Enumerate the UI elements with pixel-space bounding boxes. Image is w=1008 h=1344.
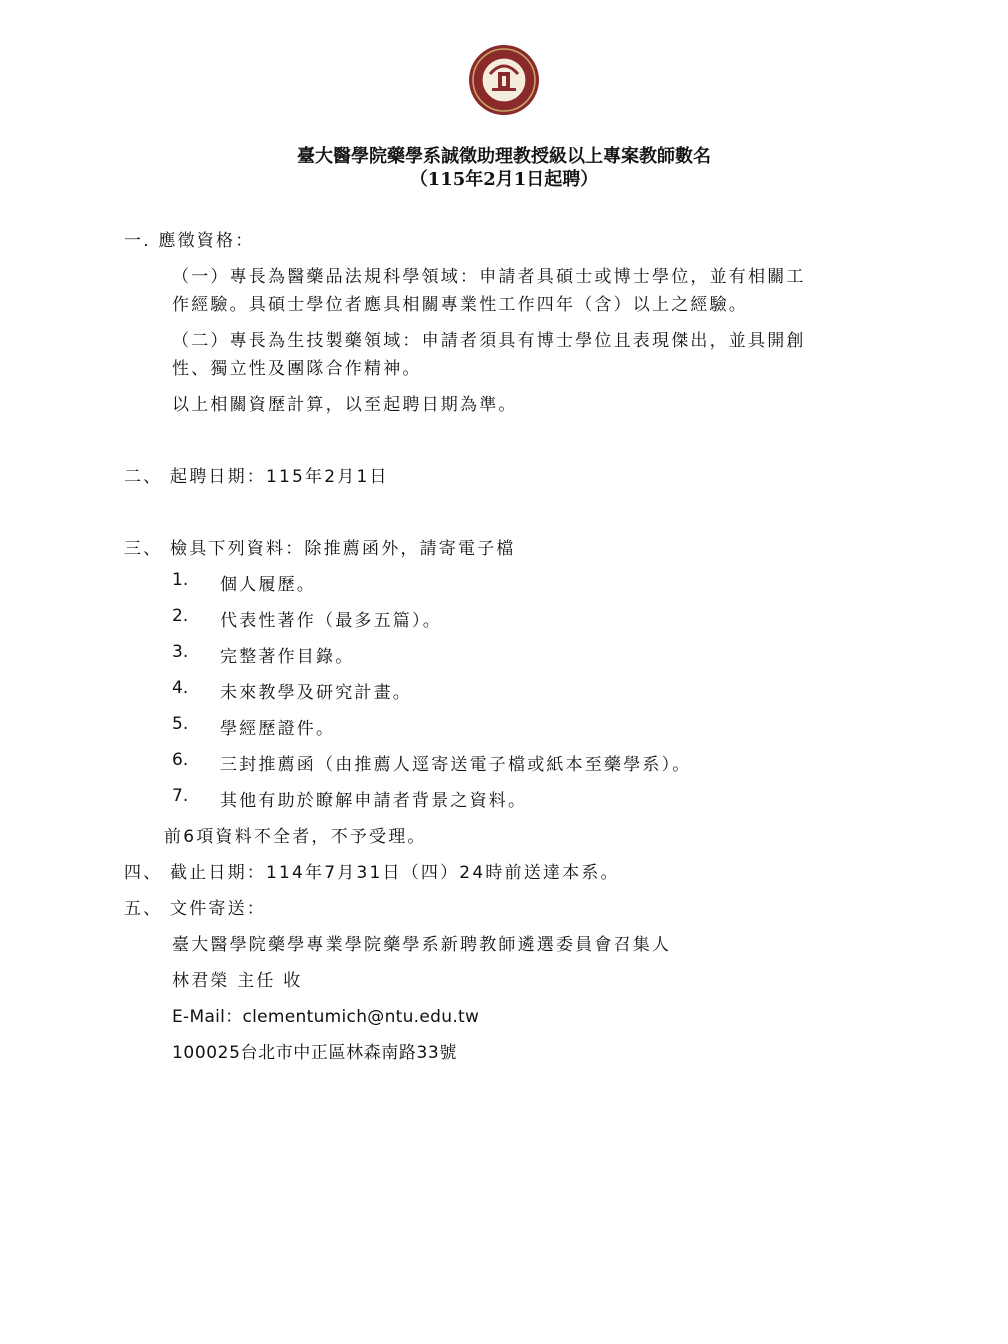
contact-email: E-Mail：clementumich@ntu.edu.tw (172, 1007, 480, 1027)
list-item-number: 2. (172, 606, 189, 626)
documents-note: 前6項資料不全者，不予受理。 (164, 827, 427, 847)
list-item-number: 3. (172, 642, 189, 662)
recipient-name: 林君榮 主任 收 (172, 971, 303, 991)
list-item: 完整著作目錄。 (220, 647, 355, 667)
qualification-1-line-2: 作經驗。具碩士學位者應具相關專業性工作四年（含）以上之經驗。 (172, 295, 748, 315)
section-1-heading: 一. 應徵資格： (124, 231, 255, 251)
page-title: 臺大醫學院藥學系誠徵助理教授級以上專案教師數名 (297, 146, 711, 167)
list-item-number: 5. (172, 714, 189, 734)
qualification-1-line-1: （一）專長為醫藥品法規科學領域：申請者具碩士或博士學位，並有相關工 (172, 267, 806, 287)
list-item-number: 4. (172, 678, 189, 698)
list-item: 三封推薦函（由推薦人逕寄送電子檔或紙本至藥學系）。 (220, 755, 692, 775)
mailing-address: 100025台北市中正區林森南路33號 (172, 1043, 457, 1063)
section-5-heading: 五、 文件寄送： (124, 899, 267, 919)
list-item-number: 7. (172, 786, 189, 806)
list-item: 其他有助於瞭解申請者背景之資料。 (220, 791, 528, 811)
qualification-note: 以上相關資歷計算，以至起聘日期為準。 (172, 395, 518, 415)
list-item-number: 1. (172, 570, 189, 590)
section-4-deadline: 四、 截止日期：114年7月31日（四）24時前送達本系。 (124, 863, 620, 883)
section-3-heading: 三、 檢具下列資料：除推薦函外，請寄電子檔 (124, 539, 516, 559)
list-item: 未來教學及研究計畫。 (220, 683, 412, 703)
ntu-seal-icon (468, 44, 540, 116)
list-item: 個人履歷。 (220, 575, 316, 595)
recipient-title: 臺大醫學院藥學專業學院藥學系新聘教師遴選委員會召集人 (172, 935, 672, 955)
section-2-start-date: 二、 起聘日期：115年2月1日 (124, 467, 389, 487)
page-subtitle: （115年2月1日起聘） (409, 169, 599, 190)
list-item: 學經歷證件。 (220, 719, 336, 739)
qualification-2-line-1: （二）專長為生技製藥領域：申請者須具有博士學位且表現傑出，並具開創 (172, 331, 806, 351)
list-item-number: 6. (172, 750, 189, 770)
qualification-2-line-2: 性、獨立性及團隊合作精神。 (172, 359, 422, 379)
list-item: 代表性著作（最多五篇）。 (220, 611, 442, 631)
